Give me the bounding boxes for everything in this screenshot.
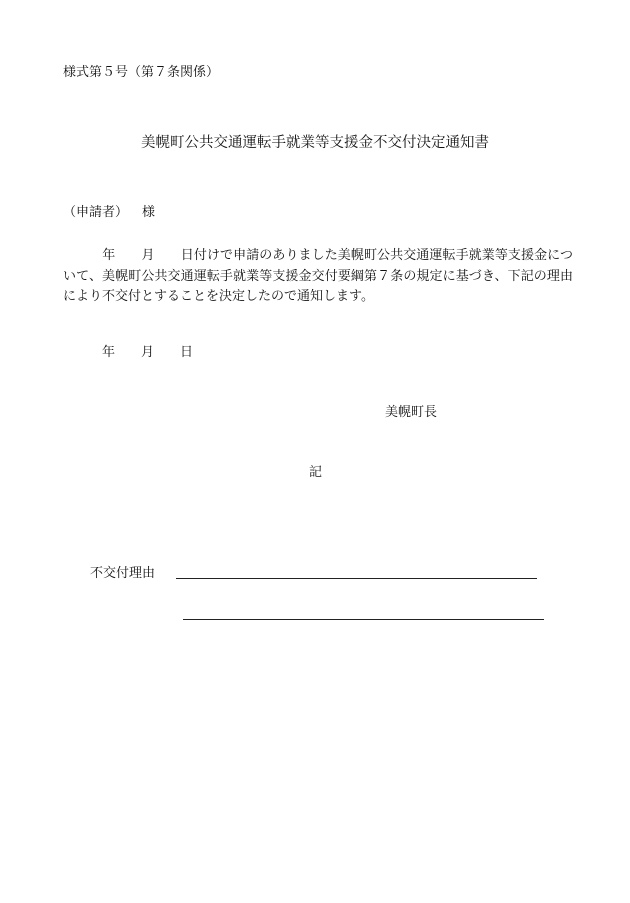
form-number: 様式第５号（第７条関係） [63, 65, 220, 80]
reason-underline-2 [183, 619, 544, 620]
reason-underline-1 [176, 578, 537, 579]
notice-date: 年 月 日 [63, 345, 194, 360]
document-title: 美幌町公共交通運転手就業等支援金不交付決定通知書 [141, 135, 489, 151]
applicant-line [63, 206, 155, 219]
applicant-label: （申請者） [63, 205, 129, 220]
notification-body: 年 月 日付けで申請のありました美幌町公共交通運転手就業等支援金について、美幌町公共交通運転手就業等支援金交付要綱第７条の規定に基づき、下記の理由により不交付とすることを決定したので通知します。 [63, 248, 573, 304]
non-grant-reason-label: 不交付理由 [90, 566, 156, 581]
applicant-honorific: 様 [142, 205, 156, 220]
issuer-name: 美幌町長 [385, 405, 438, 420]
ki-heading: 記 [309, 465, 323, 480]
